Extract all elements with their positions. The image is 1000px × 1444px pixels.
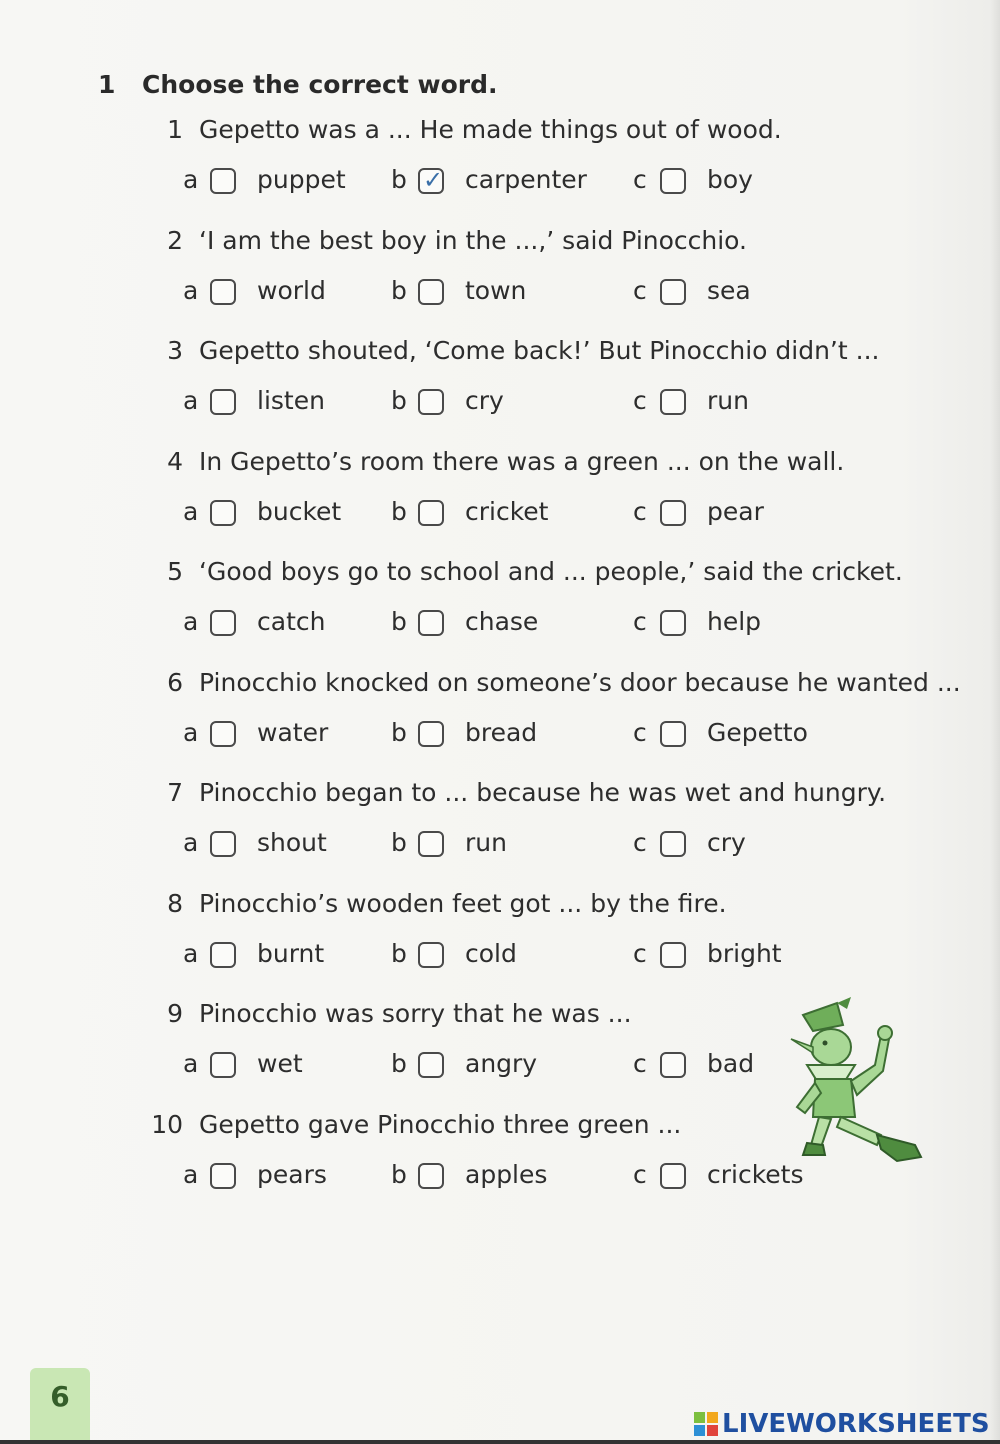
option-word: chase <box>465 607 539 636</box>
question-line <box>125 226 747 255</box>
option-letter: a <box>183 275 199 305</box>
answer-checkbox[interactable] <box>660 942 686 968</box>
option-letter: a <box>183 1159 199 1189</box>
option-letter: c <box>633 1049 647 1078</box>
answer-options <box>125 497 945 533</box>
exercise-number: 1 <box>98 70 116 99</box>
option-letter: a <box>183 1049 199 1078</box>
question-text: Pinocchio was sorry that he was ... <box>199 999 632 1028</box>
option-word: sea <box>707 275 751 305</box>
answer-checkbox[interactable] <box>418 1163 444 1189</box>
answer-checkbox[interactable] <box>210 831 236 857</box>
question-number <box>125 336 183 365</box>
option-word: bad <box>707 1049 755 1078</box>
question-item <box>125 889 945 999</box>
answer-checkbox[interactable] <box>210 1052 236 1078</box>
option-word: carpenter <box>465 165 587 194</box>
option-letter: a <box>183 607 199 636</box>
answer-checkbox[interactable] <box>210 279 236 305</box>
option-word: shout <box>257 828 327 857</box>
option-letter: b <box>391 938 407 968</box>
question-text: Gepetto shouted, ‘Come back!’ But Pinocchio didn’t ... <box>199 336 880 365</box>
answer-checkbox[interactable] <box>210 500 236 526</box>
answer-checkbox[interactable] <box>418 279 444 305</box>
option-word: bucket <box>257 496 342 526</box>
option-word: Gepetto <box>707 717 808 747</box>
option-word: boy <box>707 165 753 194</box>
question-item <box>125 557 945 667</box>
answer-checkbox[interactable] <box>660 721 686 747</box>
answer-checkbox[interactable] <box>210 168 236 194</box>
option-word: catch <box>257 607 326 636</box>
option-word: crickets <box>707 1159 804 1189</box>
answer-options <box>125 939 945 975</box>
option-word: cricket <box>465 496 549 526</box>
option-word: help <box>707 607 762 636</box>
option-word: bread <box>465 717 538 747</box>
option-word: burnt <box>257 938 325 968</box>
liveworksheets-logo-icon <box>694 1412 718 1436</box>
page-number: 6 <box>50 1380 70 1413</box>
answer-checkbox[interactable] <box>660 610 686 636</box>
option-word: run <box>707 386 749 415</box>
question-number <box>125 557 183 586</box>
option-word: cry <box>707 828 746 857</box>
answer-checkbox[interactable] <box>660 1052 686 1078</box>
option-word: pears <box>257 1159 327 1189</box>
option-letter: a <box>183 165 199 194</box>
question-line <box>125 668 961 697</box>
question-line <box>125 999 632 1028</box>
question-item <box>125 115 945 225</box>
liveworksheets-watermark[interactable] <box>694 1409 994 1439</box>
option-letter: c <box>633 938 647 968</box>
option-letter: b <box>391 275 407 305</box>
option-word: water <box>257 717 329 747</box>
question-line <box>125 447 844 476</box>
exercise-heading <box>98 70 498 99</box>
watermark-text: LIVEWORKSHEETS <box>722 1409 990 1439</box>
option-letter: b <box>391 386 407 415</box>
option-word: puppet <box>257 165 346 194</box>
question-line <box>125 1110 681 1139</box>
answer-options <box>125 165 945 201</box>
question-number <box>125 999 183 1028</box>
option-letter: b <box>391 496 407 526</box>
answer-checkbox[interactable] <box>660 168 686 194</box>
answer-checkbox[interactable] <box>418 942 444 968</box>
question-number-text: 2 <box>167 225 183 255</box>
option-letter: c <box>633 717 647 747</box>
option-word: listen <box>257 386 325 415</box>
answer-checkbox[interactable] <box>660 279 686 305</box>
question-number <box>125 447 183 476</box>
question-line <box>125 557 903 586</box>
option-letter: c <box>633 496 647 526</box>
option-letter: c <box>633 607 647 636</box>
option-word: cry <box>465 386 504 415</box>
answer-checkbox[interactable] <box>210 942 236 968</box>
option-letter: c <box>633 386 647 415</box>
question-number <box>125 889 183 918</box>
answer-checkbox[interactable] <box>660 389 686 415</box>
option-letter: a <box>183 496 199 526</box>
option-letter: b <box>391 165 407 194</box>
question-text: Pinocchio’s wooden feet got ... by the fire. <box>199 888 727 918</box>
answer-checkbox[interactable] <box>418 500 444 526</box>
question-number-text: 8 <box>167 888 183 918</box>
question-text: ‘I am the best boy in the ...,’ said Pinocchio. <box>199 225 747 255</box>
question-number <box>125 226 183 255</box>
option-letter: b <box>391 828 407 857</box>
page-bottom-edge <box>0 1440 1000 1444</box>
option-word: apples <box>465 1159 548 1189</box>
option-word: cold <box>465 938 517 968</box>
answer-checkbox[interactable] <box>418 721 444 747</box>
question-item <box>125 667 961 778</box>
question-line <box>125 336 879 365</box>
option-letter: c <box>633 1159 647 1189</box>
answer-checkbox[interactable] <box>210 389 236 415</box>
question-number-text: 1 <box>167 115 183 144</box>
option-word: bright <box>707 938 782 968</box>
answer-checkbox[interactable] <box>660 1163 686 1189</box>
question-item <box>125 447 945 557</box>
answer-options <box>125 607 945 643</box>
question-line <box>125 115 782 144</box>
option-letter: b <box>391 1159 407 1189</box>
answer-checkbox[interactable] <box>418 1052 444 1078</box>
option-letter: b <box>391 1049 407 1078</box>
exercise-title: Choose the correct word. <box>142 70 498 99</box>
question-number-text: 10 <box>151 1109 183 1139</box>
question-item <box>125 336 945 446</box>
answer-checkbox[interactable] <box>660 831 686 857</box>
option-letter: b <box>391 717 407 747</box>
answer-checkbox[interactable] <box>660 500 686 526</box>
option-letter: a <box>183 386 199 415</box>
question-number-text: 5 <box>167 557 183 586</box>
option-word: town <box>465 275 527 305</box>
question-line <box>125 889 727 918</box>
question-number <box>125 778 183 807</box>
question-item <box>125 778 945 888</box>
option-letter: c <box>633 275 647 305</box>
question-number <box>125 115 183 144</box>
answer-checkbox[interactable] <box>210 1163 236 1189</box>
option-word: world <box>257 275 326 305</box>
answer-options <box>125 276 945 312</box>
question-text: Pinocchio knocked on someone’s door because he wanted ... <box>199 667 961 697</box>
question-number-text: 3 <box>167 336 183 365</box>
answer-checkbox[interactable] <box>418 389 444 415</box>
option-word: pear <box>707 496 764 526</box>
question-text: Gepetto was a ... He made things out of wood. <box>199 115 782 144</box>
option-word: angry <box>465 1049 538 1078</box>
page-edge-shadow <box>990 0 1000 1444</box>
answer-options <box>125 718 945 754</box>
answer-checkbox[interactable] <box>210 610 236 636</box>
answer-checkbox[interactable] <box>418 610 444 636</box>
question-number-text: 7 <box>167 778 183 807</box>
option-word: run <box>465 828 507 857</box>
answer-options <box>125 386 945 422</box>
pinocchio-illustration <box>785 995 930 1170</box>
question-text: In Gepetto’s room there was a green ... on the wall. <box>199 446 845 476</box>
checkmark-icon: ✓ <box>423 166 444 194</box>
question-text: Pinocchio began to ... because he was wet and hungry. <box>199 778 887 807</box>
question-item <box>125 226 945 336</box>
answer-checkbox[interactable] <box>210 721 236 747</box>
option-letter: a <box>183 938 199 968</box>
question-number-text: 4 <box>167 446 183 476</box>
option-word: wet <box>257 1049 303 1078</box>
question-text: ‘Good boys go to school and ... people,’ said the cricket. <box>199 557 903 586</box>
question-text: Gepetto gave Pinocchio three green ... <box>199 1109 682 1139</box>
option-letter: a <box>183 828 199 857</box>
question-number-text: 9 <box>167 999 183 1028</box>
answer-options <box>125 828 945 864</box>
answer-checkbox[interactable] <box>418 168 444 194</box>
question-line <box>125 778 886 807</box>
question-number-text: 6 <box>167 667 183 697</box>
question-number <box>125 1110 183 1139</box>
question-number <box>125 668 183 697</box>
answer-checkbox[interactable] <box>418 831 444 857</box>
option-letter: a <box>183 717 199 747</box>
page-number-tab <box>30 1368 90 1444</box>
option-letter: c <box>633 828 647 857</box>
option-letter: b <box>391 607 407 636</box>
option-letter: c <box>633 165 647 194</box>
